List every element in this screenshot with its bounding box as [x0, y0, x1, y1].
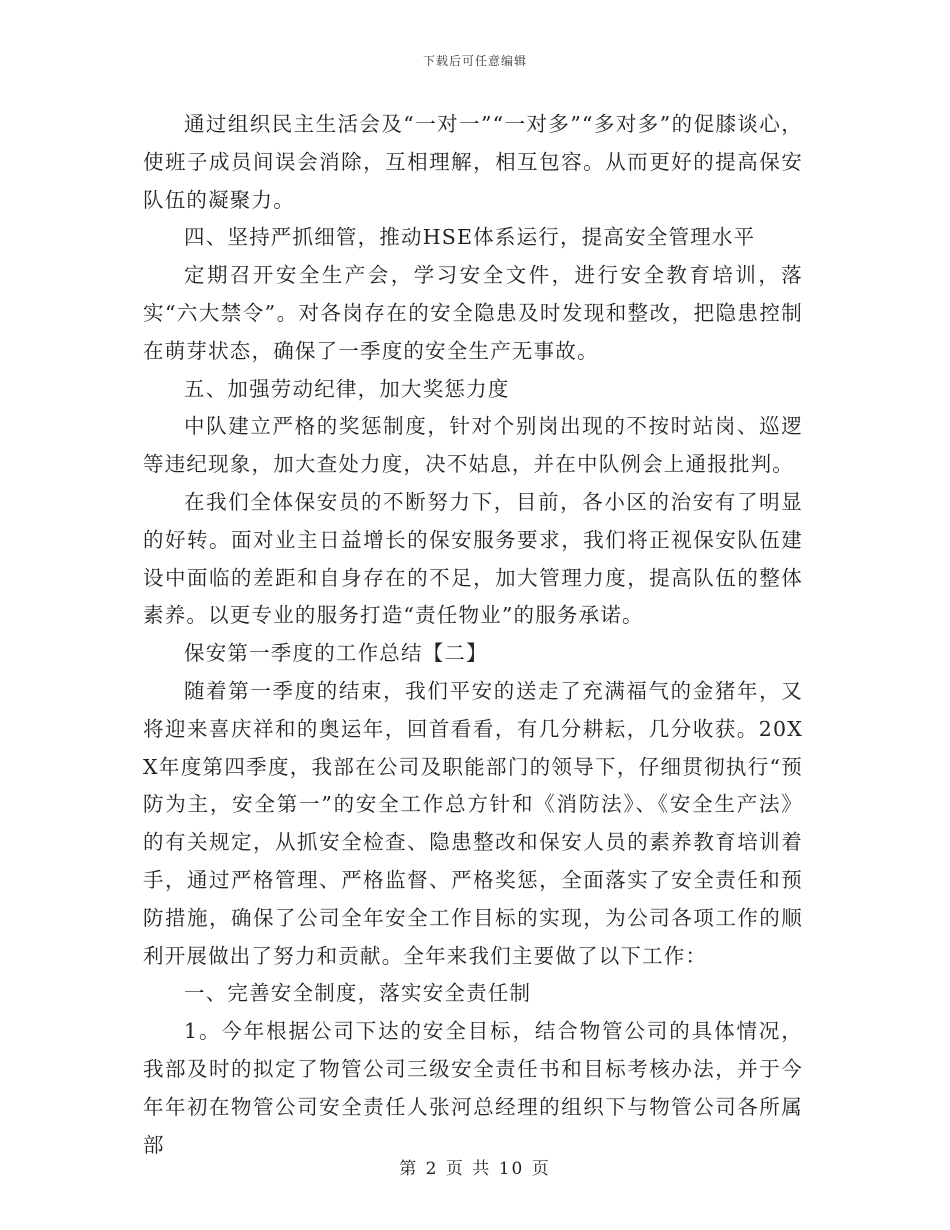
paragraph: 定期召开安全生产会，学习安全文件，进行安全教育培训，落实“六大禁令”。对各岗存在的安全隐患及时发现和整改，把隐患控制在萌芽状态，确保了一季度的安全生产无事故。 [143, 263, 803, 363]
paragraph: 1。今年根据公司下达的安全目标，结合物管公司的具体情况，我部及时的拟定了物管公司三级安全责任书和目标考核办法，并于今年年初在物管公司安全责任人张河总经理的组织下与物管公司各所属部 [143, 1019, 803, 1157]
section-heading: 一、完善安全制度，落实安全责任制 [184, 981, 532, 1006]
paragraph: 中队建立严格的奖惩制度，针对个别岗出现的不按时站岗、巡逻等违纪现象，加大查处力度，决不姑息，并在中队例会上通报批判。 [143, 414, 803, 477]
page-number-footer: 第 2 页 共 10 页 [399, 1159, 551, 1179]
document-body [143, 106, 803, 1164]
page-header-note: 下载后可任意编辑 [422, 54, 527, 68]
section-heading: 四、坚持严抓细管，推动HSE体系运行，提高安全管理水平 [184, 225, 756, 250]
section-heading: 五、加强劳动纪律，加大奖惩力度 [184, 376, 510, 401]
paragraph: 通过组织民主生活会及“一对一”“一对多”“多对多”的促膝谈心，使班子成员间误会消除，互相理解，相互包容。从而更好的提高保安队伍的凝聚力。 [143, 112, 803, 212]
document-subtitle: 保安第一季度的工作总结【二】 [184, 641, 488, 666]
paragraph: 随着第一季度的结束，我们平安的送走了充满福气的金猪年，又将迎来喜庆祥和的奥运年，回首看看，有几分耕耘，几分收获。20XX年度第四季度，我部在公司及职能部门的领导下，仔细贯彻执行“预防为主，安全第一”的安全工作总方针和《消防法》、《安全生产法》的有关规定，从抓安全检查、隐患整改和保安人员的素养教育培训着手，通过严格管理、严格监督、严格奖惩，全面落实了安全责任和预防措施，确保了公司全年安全工作目标的实现，为公司各项工作的顺利开展做出了努力和贡献。全年来我们主要做了以下工作： [143, 678, 803, 968]
paragraph: 在我们全体保安员的不断努力下，目前，各小区的治安有了明显的好转。面对业主日益增长的保安服务要求，我们将正视保安队伍建设中面临的差距和自身存在的不足，加大管理力度，提高队伍的整体素养。以更专业的服务打造“责任物业”的服务承诺。 [143, 489, 803, 628]
